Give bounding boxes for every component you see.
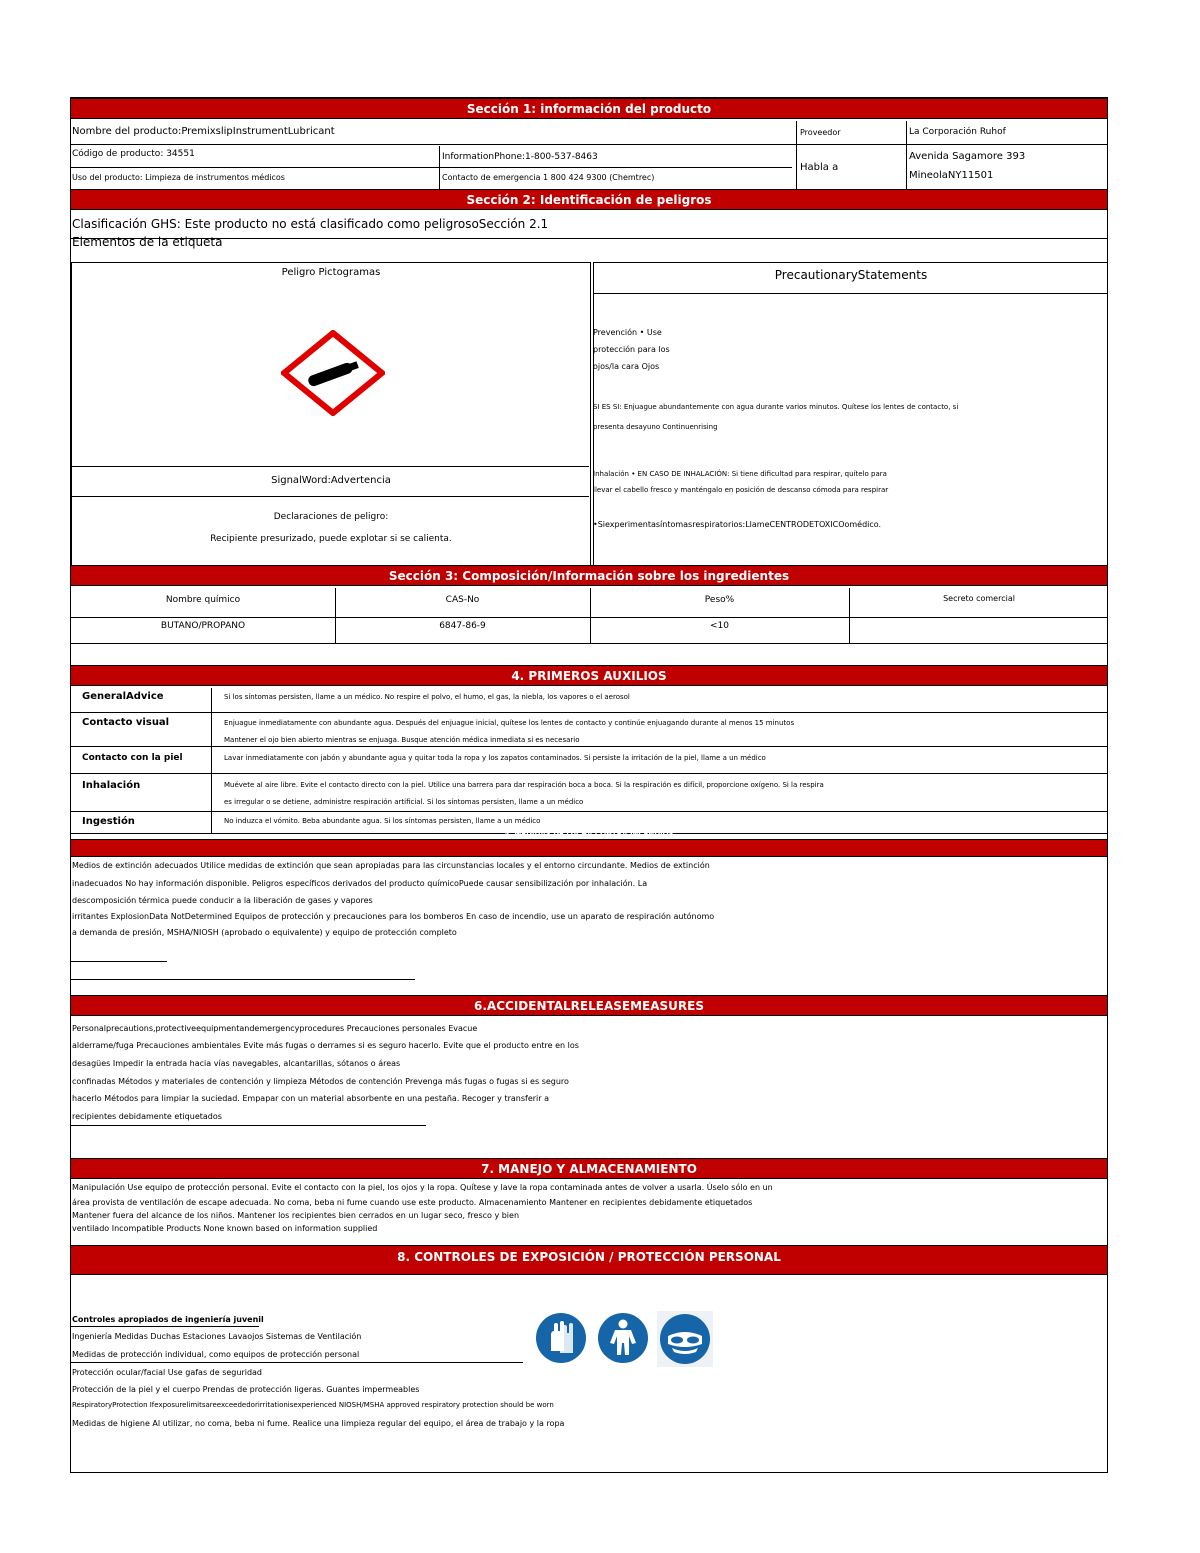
supplier-label: Proveedor	[800, 128, 841, 137]
fire-line-4: irritantes ExplosionData NotDetermined Equipos de protección y precauciones para los bomberos En caso de incendio, use un aparato de respiración autónomo	[72, 912, 715, 921]
col-cas-no: CAS-No	[445, 595, 480, 605]
eyes-line-2: presenta desayuno Continuenrising	[593, 423, 718, 431]
handling-line-3: Mantener fuera del alcance de los niños. Mantener los recipientes bien cerrados en un lugar seco, fresco y bien	[72, 1211, 520, 1220]
address-line-1: Avenida Sagamore 393	[909, 151, 1026, 162]
pictogram-header: Peligro Pictogramas	[281, 267, 381, 278]
section5-title-bar	[71, 830, 1107, 857]
goggles-icon	[660, 1314, 710, 1364]
section7-title: 7. MANEJO Y ALMACENAMIENTO	[71, 1158, 1107, 1179]
handling-line-2: área provista de ventilación de escape adecuada. No coma, beba ni fume cuando use este producto. Almacenamiento Mantener en recipientes debidamente etiquetados	[72, 1198, 753, 1207]
section8-title: 8. CONTROLES DE EXPOSICIÓN / PROTECCIÓN PERSONAL	[71, 1245, 1107, 1275]
first-aid-text-inhalation-2: es irregular o se detiene, administre respiración artificial. Si los síntomas persisten, llame a un médico	[224, 798, 584, 806]
first-aid-text-eye-2: Mantener el ojo bien abierto mientras se enjuaga. Busque atención médica inmediata si es necesario	[224, 736, 580, 744]
col-weight: Peso%	[704, 595, 735, 605]
address-line-2: MineolaNY11501	[909, 170, 994, 181]
first-aid-label-skin: Contacto con la piel	[82, 753, 183, 763]
first-aid-label-ingestion: Ingestión	[82, 816, 135, 827]
handling-line-1: Manipulación Use equipo de protección personal. Evite el contacto con la piel, los ojos y la ropa. Quítese y lave la ropa contaminada antes de volver a usarla. Úselo sólo en un	[72, 1183, 773, 1192]
product-name: Nombre del producto:PremixslipInstrumentLubricant	[72, 126, 335, 137]
col-chemical-name: Nombre químico	[165, 595, 241, 605]
sds-sheet	[70, 97, 1108, 1473]
hazard-statement-text: Recipiente presurizado, puede explotar si se calienta.	[210, 534, 452, 544]
first-aid-text-inhalation-1: Muévete al aire libre. Evite el contacto directo con la piel. Utilice una barrera para dar respiración boca a boca. Si la respiración es difícil, proporcione oxígeno. Si la respira	[224, 781, 824, 789]
release-line-5: hacerlo Métodos para limpiar la suciedad. Empapar con un material absorbente en una pestaña. Recoger y transferir a	[72, 1094, 549, 1103]
speak-label: Habla a	[800, 162, 839, 173]
section6-title: 6.ACCIDENTALRELEASEMEASURES	[71, 995, 1107, 1016]
release-line-4: confinadas Métodos y materiales de contención y limpieza Métodos de contención Prevenga más fugas o fugas si es seguro	[72, 1077, 569, 1086]
prevention-line-1: Prevención • Use	[593, 328, 662, 337]
fire-line-3: descomposición térmica puede conducir a la liberación de gases y vapores	[72, 896, 373, 905]
cell-cas-no: 6847-86-9	[439, 621, 486, 631]
product-code: Código de producto: 34551	[72, 149, 195, 159]
ppe-line-7: Medidas de higiene Al utilizar, no coma, beba ni fume. Realice una limpieza regular del equipo, el área de trabajo y la ropa	[72, 1419, 565, 1428]
fire-line-2: inadecuados No hay información disponible. Peligros específicos derivados del producto químicoPuede causar sensibilización por inhalación. La	[72, 879, 648, 888]
section2-title: Sección 2: Identificación de peligros	[71, 189, 1107, 210]
ppe-line-2: Ingeniería Medidas Duchas Estaciones Lavaojos Sistemas de Ventilación	[72, 1332, 362, 1341]
prevention-line-2: protección para los	[593, 345, 670, 354]
section3-title: Sección 3: Composición/Información sobre los ingredientes	[71, 565, 1107, 586]
fire-line-1: Medios de extinción adecuados Utilice medidas de extinción que sean apropiadas para las circunstancias locales y el entorno circundante. Medios de extinción	[72, 861, 710, 870]
hazard-statement-title: Declaraciones de peligro:	[273, 512, 389, 522]
ppe-line-5: Protección de la piel y el cuerpo Prendas de protección ligeras. Guantes impermeables	[72, 1385, 420, 1394]
cell-weight: <10	[710, 621, 729, 631]
release-line-3: desagües Impedir la entrada hacia vías navegables, alcantarillas, sótanos o áreas	[72, 1059, 401, 1068]
gas-cylinder-icon	[281, 330, 385, 420]
signal-word: SignalWord:Advertencia	[271, 475, 391, 486]
gloves-icon	[536, 1313, 586, 1363]
handling-line-4: ventilado Incompatible Products None known based on information supplied	[72, 1224, 378, 1233]
col-trade-secret: Secreto comercial	[943, 594, 1015, 603]
release-line-1: Personalprecautions,protectiveequipmentandemergencyprocedures Precauciones personales Evacue	[72, 1024, 478, 1033]
supplier-name: La Corporación Ruhof	[909, 127, 1006, 137]
section4-title: 4. PRIMEROS AUXILIOS	[71, 665, 1107, 686]
precautionary-header: PrecautionaryStatements	[774, 268, 928, 282]
release-line-6: recipientes debidamente etiquetados	[72, 1112, 222, 1121]
first-aid-text-eye-1: Enjuague inmediatamente con abundante agua. Después del enjuague inicial, quítese los lentes de contacto y continúe enjuagando durante al menos 15 minutos	[224, 719, 795, 727]
ppe-line-3: Medidas de protección individual, como equipos de protección personal	[72, 1350, 360, 1359]
first-aid-text-general: Si los síntomas persisten, llame a un médico. No respire el polvo, el humo, el gas, la niebla, los vapores o el aerosol	[224, 693, 630, 701]
first-aid-label-eye: Contacto visual	[82, 717, 170, 728]
ppe-line-1: Controles apropiados de ingeniería juvenil	[72, 1315, 264, 1324]
info-phone: InformationPhone:1-800-537-8463	[442, 152, 598, 162]
ghs-classification: Clasificación GHS: Este producto no está clasificado como peligrosoSección 2.1	[72, 217, 549, 231]
prevention-line-3: ojos/la cara Ojos	[593, 362, 660, 371]
first-aid-label-general: GeneralAdvice	[82, 691, 164, 702]
cell-chemical-name: BUTANO/PROPANO	[160, 621, 246, 631]
ppe-line-6: RespiratoryProtection Ifexposurelimitsareexceededorirritationisexperienced NIOSH/MSHA approved respiratory protection should be worn	[72, 1401, 554, 1409]
eyes-line-1: SI ES SI: Enjuague abundantemente con agua durante varios minutos. Quítese los lentes de contacto, si	[593, 403, 959, 411]
protective-suit-icon	[598, 1313, 648, 1363]
first-aid-text-skin: Lavar inmediatamente con jabón y abundante agua y quitar toda la ropa y los zapatos contaminados. Si persiste la irritación de la piel, llame a un médico	[224, 754, 766, 762]
inhalation-line-2: llevar el cabello fresco y manténgalo en posición de descanso cómoda para respirar	[593, 486, 889, 494]
emergency-contact: Contacto de emergencia 1 800 424 9300 (Chemtrec)	[442, 173, 655, 182]
symptoms-line: •Siexperimentasíntomasrespiratorios:LlameCENTRODETOXICOomédico.	[593, 520, 882, 529]
first-aid-text-ingestion: No induzca el vómito. Beba abundante agua. Si los síntomas persisten, llame a un médico	[224, 817, 541, 825]
ppe-line-4: Protección ocular/facial Use gafas de seguridad	[72, 1368, 263, 1377]
fire-line-5: a demanda de presión, MSHA/NIOSH (aprobado o equivalente) y equipo de protección completo	[72, 928, 457, 937]
section5-title: 5. MEDIDAS DE LUCHA CONTRA INCENDIOS	[504, 830, 674, 838]
goggles-icon-frame	[657, 1311, 713, 1367]
first-aid-label-inhalation: Inhalación	[82, 780, 141, 791]
label-elements: Elementos de la etiqueta	[72, 235, 223, 249]
section1-title: Sección 1: información del producto	[71, 98, 1107, 119]
inhalation-line-1: Inhalación • EN CASO DE INHALACIÓN: Si tiene dificultad para respirar, quítelo para	[593, 470, 887, 478]
product-use: Uso del producto: Limpieza de instrumentos médicos	[72, 173, 285, 182]
release-line-2: alderrame/fuga Precauciones ambientales Evite más fugas o derrames si es seguro hacerlo. Evite que el producto entre en los	[72, 1041, 579, 1050]
